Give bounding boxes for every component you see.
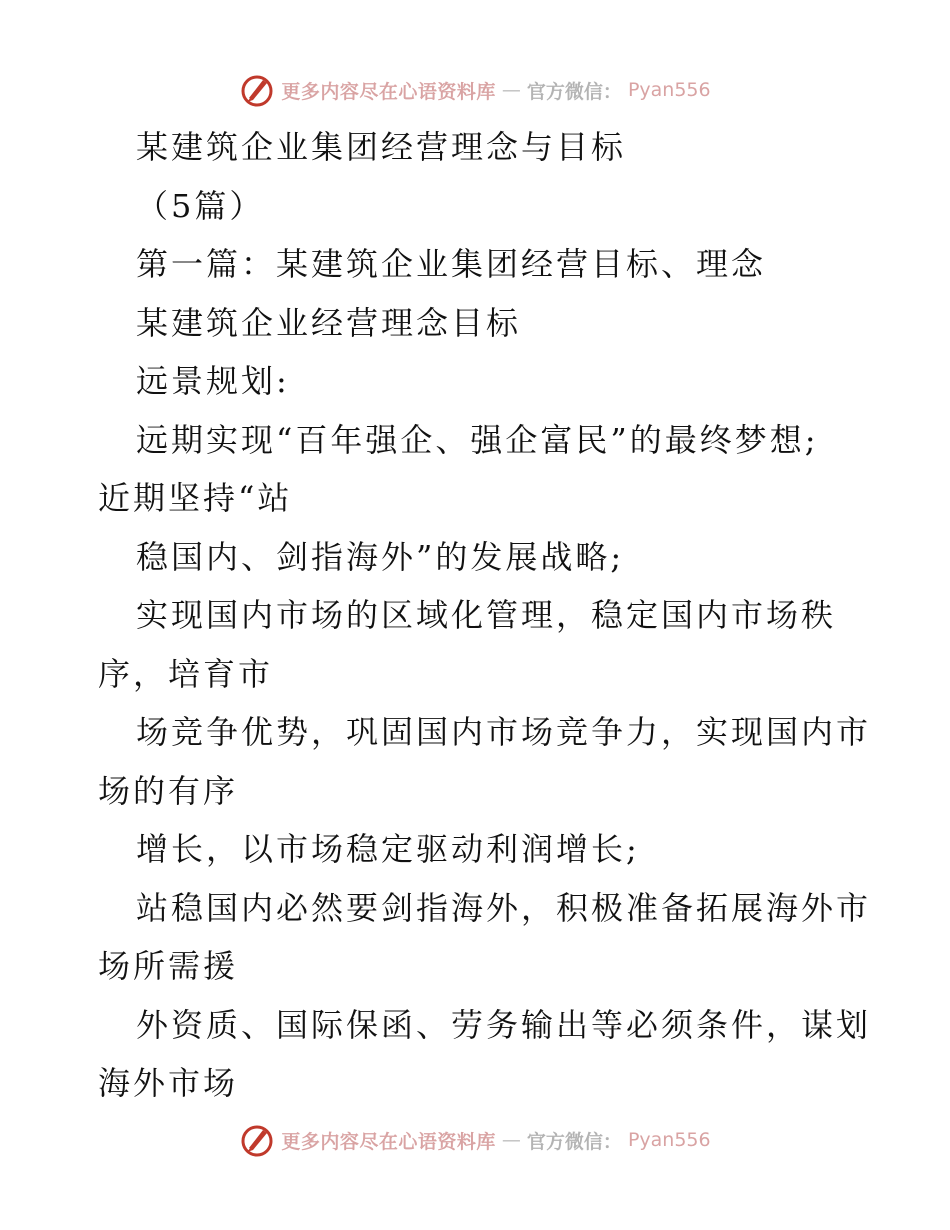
watermark-label: 官方微信： bbox=[526, 1130, 622, 1153]
paragraph-line: 远景规划: bbox=[136, 362, 290, 400]
paragraph-line: 稳国内、剑指海外”的发展战略; bbox=[136, 537, 625, 576]
header-watermark bbox=[0, 70, 950, 110]
doc-title: 某建筑企业集团经营理念与目标 bbox=[136, 128, 627, 166]
paragraph-line: 近期坚持“站 bbox=[98, 479, 293, 517]
watermark-wechat-id: Pyan556 bbox=[627, 1129, 711, 1151]
paragraph-line: 场所需援 bbox=[98, 947, 239, 985]
watermark-brand: 更多内容尽在心语资料库 bbox=[281, 80, 496, 103]
watermark-wechat-id: Pyan556 bbox=[627, 79, 711, 101]
quill-pen-logo-icon bbox=[239, 1122, 275, 1158]
watermark-brand: 更多内容尽在心语资料库 bbox=[281, 1130, 496, 1153]
paragraph-line: 场的有序 bbox=[98, 771, 239, 810]
footer-watermark bbox=[0, 1120, 950, 1160]
doc-subtitle: （5篇） bbox=[136, 186, 265, 225]
paragraph-line: 场竞争优势，巩固国内市场竞争力，实现国内市 bbox=[136, 713, 872, 751]
paragraph-line: 外资质、国际保函、劳务输出等必须条件，谋划 bbox=[136, 1005, 872, 1044]
paragraph-line: 海外市场 bbox=[98, 1064, 239, 1102]
watermark-label: 官方微信： bbox=[526, 80, 622, 103]
paragraph-line: 增长，以市场稳定驱动利润增长; bbox=[136, 830, 640, 868]
document-body bbox=[98, 118, 872, 1113]
watermark-dash: — bbox=[501, 79, 521, 101]
quill-pen-logo-icon bbox=[239, 72, 275, 108]
paragraph-line: 站稳国内必然要剑指海外，积极准备拓展海外市 bbox=[136, 888, 872, 927]
watermark-dash: — bbox=[501, 1129, 521, 1151]
paragraph-line: 远期实现“百年强企、强企富民”的最终梦想; bbox=[136, 420, 819, 459]
paragraph-line: 序，培育市 bbox=[98, 654, 274, 693]
section-heading: 某建筑企业经营理念目标 bbox=[136, 303, 522, 342]
paragraph-line: 实现国内市场的区域化管理，稳定国内市场秩 bbox=[136, 596, 837, 634]
chapter-heading: 第一篇：某建筑企业集团经营目标、理念 bbox=[136, 245, 767, 283]
